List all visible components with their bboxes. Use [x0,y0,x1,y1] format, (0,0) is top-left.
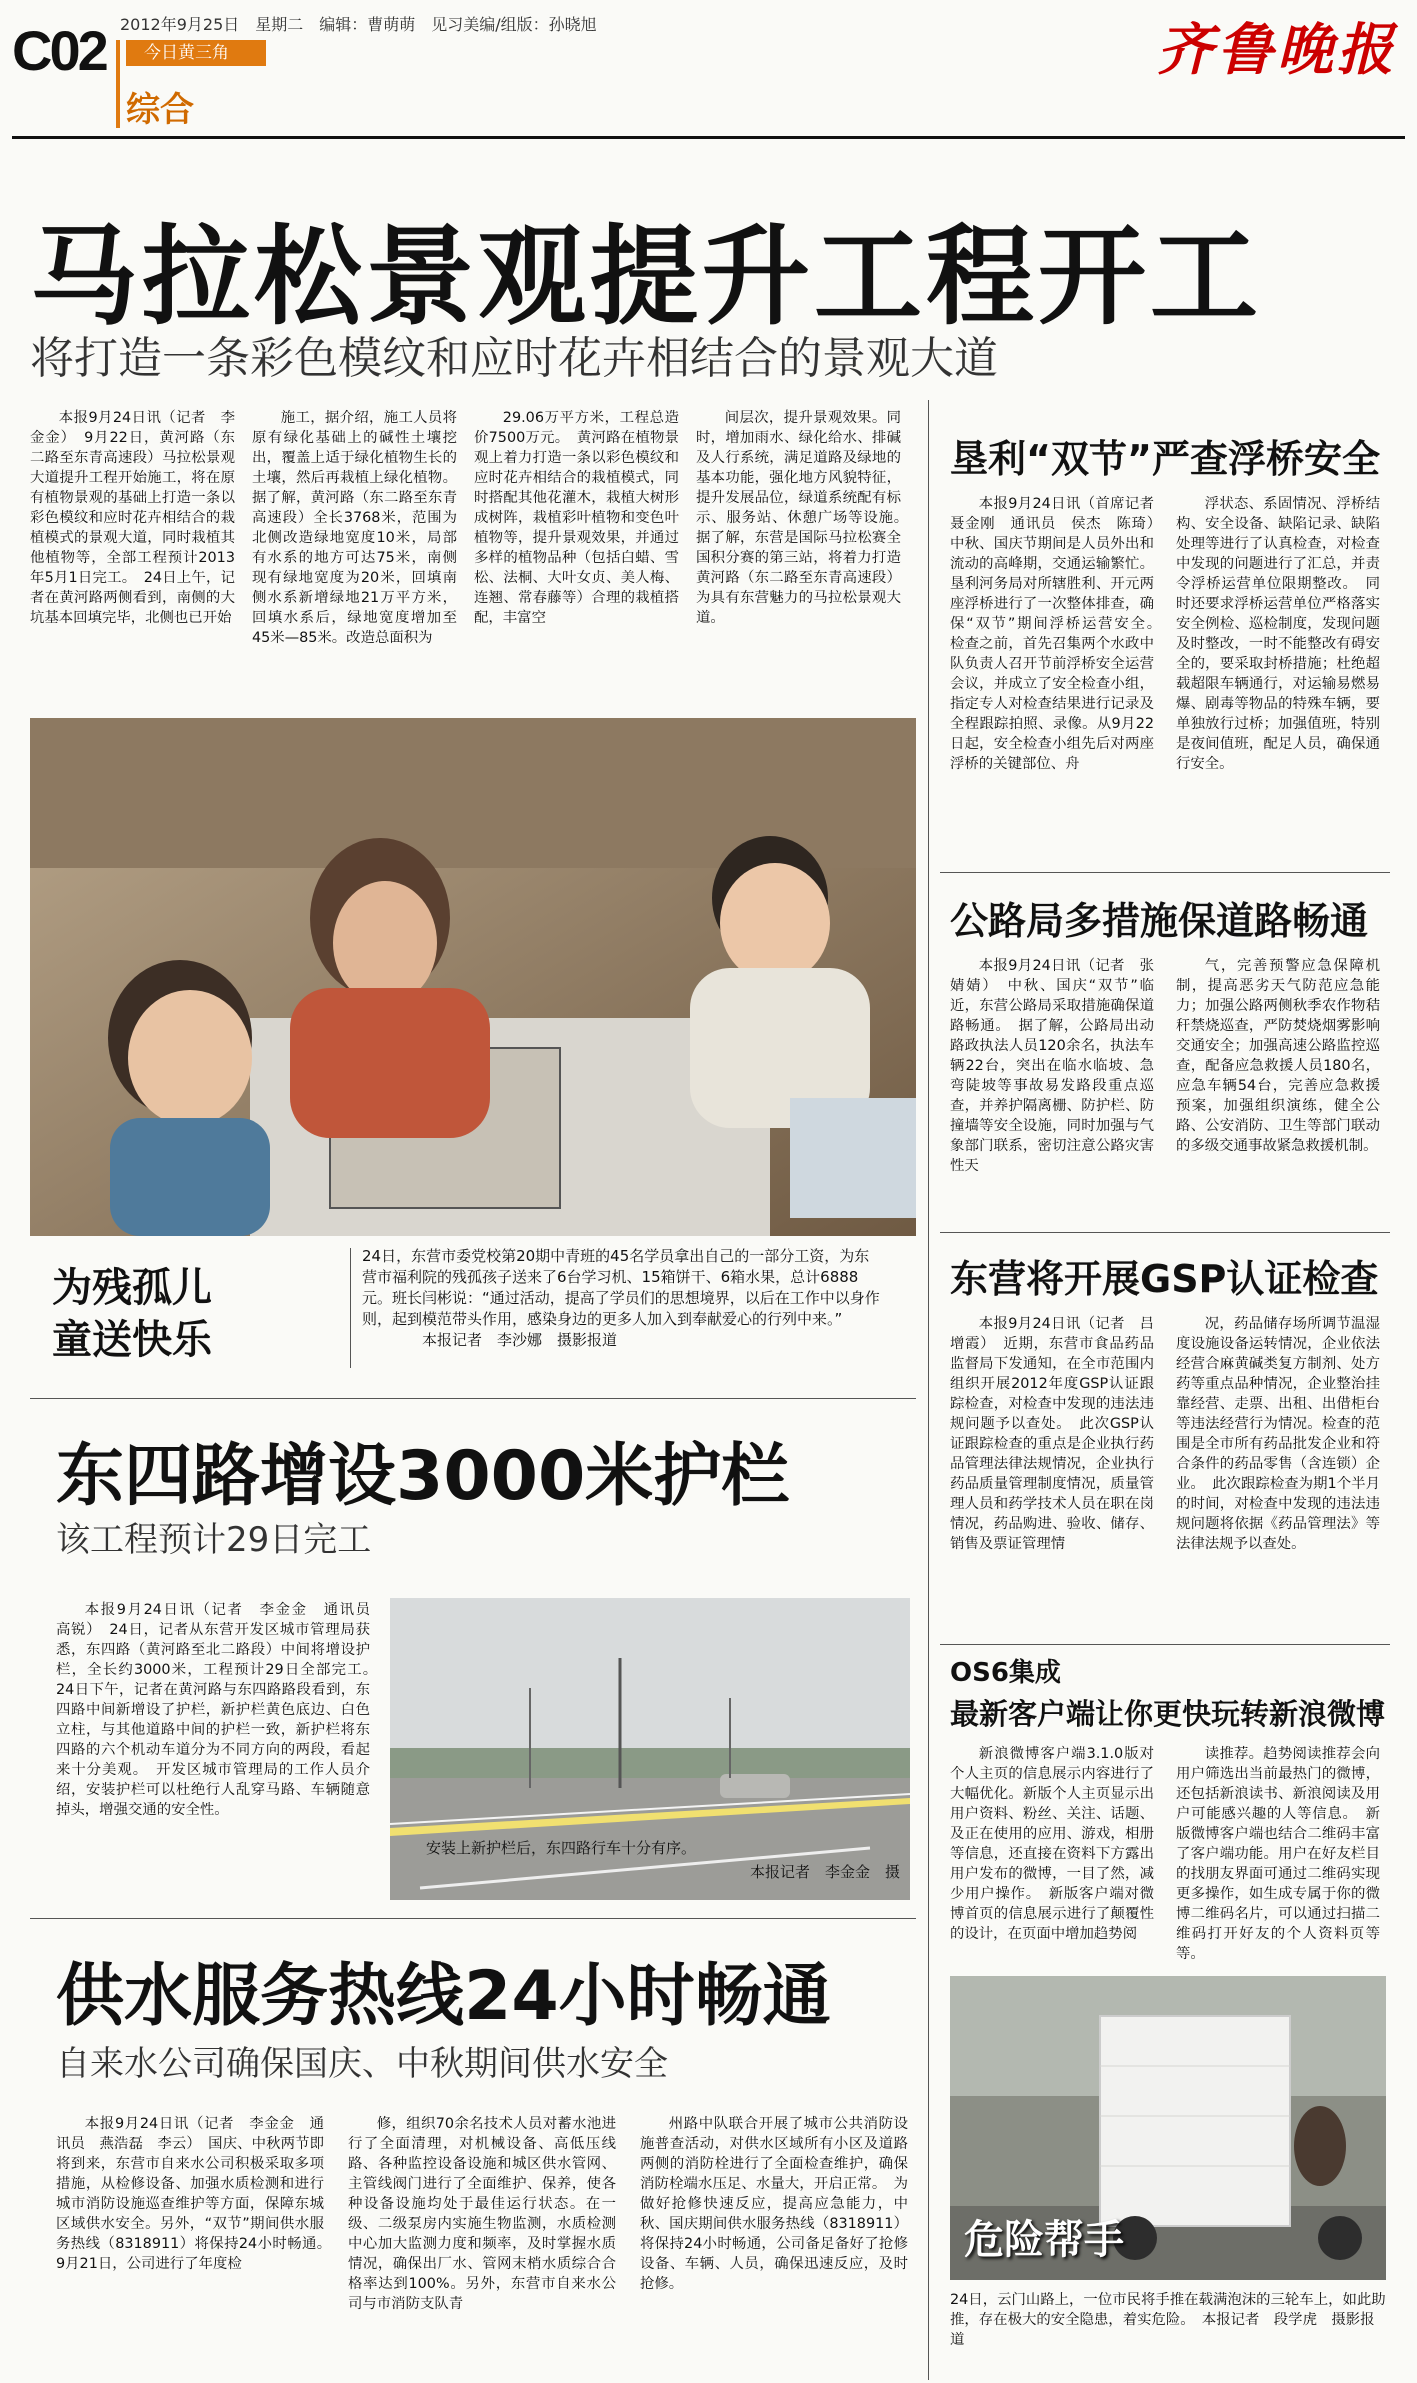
weibo-column-1: 新浪微博客户端3.1.0版对个人主页的信息展示内容进行了大幅优化。新版个人主页显示出用户资料、粉丝、关注、话题、及正在使用的应用、游戏，相册等信息，还直接在资料下方露出用户发布的微博，一目了然，减少用户操作。 新版客户端对微博首页的信息展示进行了颠覆性的设计，在页面中增加趋势阅 [950,1746,1154,1942]
children-photo-title: 为残孤儿童送快乐 [52,1265,212,1363]
weibo-column-2: 读推荐。趋势阅读推荐会向用户筛选出当前最热门的微博，还包括新浪读书、新浪阅读及用户可能感兴趣的人等信息。 新版微博客户端也结合二维码丰富了客户端功能。用户在好友栏目的找朋友界面可通过二维码实现更多操作，如生成专属于你的微博二维码名片，可以通过扫描二维码打开好友的个人资料页等等。 [1176,1746,1380,1962]
lead-subhead: 将打造一条彩色模纹和应时花卉相结合的景观大道 [30,333,998,384]
issue-meta: 2012年9月25日 星期二 编辑：曹萌萌 见习美编/组版：孙晓旭 [120,15,597,34]
section-tag: 今日黄三角 [126,40,266,66]
danger-photo [950,1976,1386,2280]
guardrail-subhead: 该工程预计29日完工 [56,1520,372,1560]
page-number: C02 [12,19,106,82]
weibo-kicker: OS6集成 [950,1658,1061,1688]
highway-headline: 公路局多措施保道路畅通 [950,899,1369,943]
section-divider [940,1232,1390,1233]
guardrail-photo [390,1598,910,1900]
section-divider [940,1644,1390,1645]
danger-photo-caption: 24日，云门山路上，一位市民将手推在载满泡沫的三轮车上，如此助推，存在极大的安全隐患，着实危险。 本报记者 段学虎 摄影报道 [950,2292,1386,2348]
children-photo-caption: 24日，东营市委党校第20期中青班的45名学员拿出自己的一部分工资，为东营市福利院的残孤孩子送来了6台学习机、15箱饼干、6箱水果，总计6888元。班长闫彬说：“通过活动，提高了学员们的思想境界，以后在工作中以身作则，起到模范带头作用，感染身边的更多人加入到奉献爱心的行列中来。” 本报记者 李沙娜 摄影报道 [362,1246,882,1351]
section-bar [116,40,120,128]
bridge-column-1: 本报9月24日讯（首席记者 聂金刚 通讯员 侯杰 陈琦） 中秋、国庆节期间是人员外出和流动的高峰期，交通运输繁忙。垦利河务局对所辖胜利、开元两座浮桥进行了一次整体排查，确保“双节”期间浮桥运营安全。 检查之前，首先召集两个水政中队负责人召开节前浮桥安全运营会议，并成立了安全检查小组，指定专人对检查结果进行记录及全程跟踪拍照、录像。从9月22日起，安全检查小组先后对两座浮桥的关键部位、舟 [950,496,1169,772]
column-divider [928,400,929,2380]
children-photo [30,718,916,1236]
section-divider [30,1398,916,1399]
water-subhead: 自来水公司确保国庆、中秋期间供水安全 [56,2044,668,2084]
gsp-column-2: 况，药品储存场所调节温湿度设施设备运转情况，企业依法经营合麻黄碱类复方制剂、处方药等重点品种情况，企业整治挂靠经营、走票、出租、出借柜台等违法经营行为情况。检查的范围是全市所有药品批发企业和符合条件的药品零售（含连锁）企业。 此次跟踪检查为期1个半月的时间，对检查中发现的违法违规问题将依据《药品管理法》等法律法规予以查处。 [1176,1316,1380,1552]
highway-column-2: 气，完善预警应急保障机制，提高恶劣天气防范应急能力；加强公路两侧秋季农作物秸秆禁烧巡查，严防焚烧烟雾影响交通安全；加强高速公路监控巡查，配备应急救援人员180名，应急车辆54台，完善应急救援预案，加强组织演练，健全公路、公安消防、卫生等部门联动的多级交通事故紧急救援机制。 [1176,958,1380,1154]
section-divider [940,872,1390,873]
water-headline: 供水服务热线24小时畅通 [56,1957,831,2036]
highway-column-1: 本报9月24日讯（记者 张婧婧） 中秋、国庆“双节”临近，东营公路局采取措施确保道路畅通。 据了解，公路局出动路政执法人员120余名，执法车辆22台，突出在临水临坡、急弯陡坡等事故易发路段重点巡查，并养护隔离栅、防护栏、防撞墙等安全设施，同时加强与气象部门联系，密切注意公路灾害性天 [950,958,1154,1174]
lead-column-1: 本报9月24日讯（记者 李金金） 9月22日，黄河路（东二路至东青高速段）马拉松景观大道提升工程开始施工，将在原有植物景观的基础上打造一条以彩色模纹和应时花卉相结合的栽植模式的景观大道，同时栽植其他植物等，全部工程预计2013年5月1日完工。 24日上午，记者在黄河路两侧看到，南侧的大坑基本回填完毕，北侧也已开始 [30,410,235,626]
gsp-column-1: 本报9月24日讯（记者 吕增霞） 近期，东营市食品药品监督局下发通知，在全市范围内组织开展2012年度GSP认证跟踪检查，对检查中发现的违法违规问题予以查处。 此次GSP认证跟踪检查的重点是企业执行药品管理法律法规情况，企业执行药品质量管理制度情况，质量管理人员和药学技术人员在职在岗情况，药品购进、验收、储存、销售及票证管理情 [950,1316,1154,1552]
bridge-headline: 垦利“双节”严查浮桥安全 [950,437,1380,481]
guardrail-photo-caption: 安装上新护栏后，东四路行车十分有序。 [426,1839,697,1857]
section-name: 综合 [126,90,194,130]
newspaper-masthead: 齐鲁晚报 [1157,17,1397,83]
lead-column-4: 间层次，提升景观效果。同时，增加雨水、绿化给水、排碱及人行系统，满足道路及绿地的基本功能，强化地方风貌特征，提升发展品位，绿道系统配有标示、服务站、休憩广场等设施。 据了解，东营是国际马拉松赛全国积分赛的第三站，将着力打造黄河路（东二路至东青高速段）为具有东营魅力的马拉松景观大道。 [696,410,916,626]
section-divider [30,1918,916,1919]
danger-photo-label: 危险帮手 [964,2217,1124,2263]
children-photo-credit: 本报记者 李沙娜 摄影报道 [422,1331,618,1349]
bridge-column-2: 浮状态、系固情况、浮桥结构、安全设备、缺陷记录、缺陷处理等进行了认真检查，对检查中发现的问题进行了汇总，并责令浮桥运营单位限期整改。 同时还要求浮桥运营单位严格落实安全例检、巡检制度，发现问题及时整改，一时不能整改有碍安全的，要采取封桥措施；杜绝超载超限车辆通行，对运输易燃易爆、剧毒等物品的特殊车辆，要单独放行过桥；加强值班，特别是夜间值班，配足人员，确保通行安全。 [1176,496,1380,772]
guardrail-headline: 东四路增设3000米护栏 [56,1437,790,1516]
gsp-headline: 东营将开展GSP认证检查 [950,1257,1379,1301]
weibo-headline: 最新客户端让你更快玩转新浪微博 [950,1697,1386,1731]
header-rule [12,136,1405,139]
lead-column-2: 施工，据介绍，施工人员将原有绿化基础上的碱性土壤挖出，覆盖上适于绿化植物生长的土壤，然后再栽植上绿化植物。据了解，黄河路（东二路至东青高速段）全长3768米，范围为北侧改造绿地宽度10米，局部有水系的地方可达75米，南侧现有绿地宽度为20米，回填南侧水系新增绿地21万平方米，回填水系后，绿地宽度增加至45米—85米。改造总面积为 [252,410,457,646]
lead-column-3: 29.06万平方米，工程总造价7500万元。 黄河路在植物景观上着力打造一条以彩色模纹和应时花卉相结合的栽植模式，同时搭配其他花灌木，栽植大树形成树阵，栽植彩叶植物和变色叶植物等，提升景观效果，并通过多样的植物品种（包括白蜡、雪松、法桐、大叶女贞、美人梅、连翘、常春藤等）合理的栽植搭配，丰富空 [474,410,679,626]
lead-headline: 马拉松景观提升工程开工 [30,215,1263,340]
guardrail-photo-credit: 本报记者 李金金 摄 [749,1863,900,1881]
water-column-1: 本报9月24日讯（记者 李金金 通讯员 燕浩磊 李云） 国庆、中秋两节即将到来，东营市自来水公司积极采取多项措施，从检修设备、加强水质检测和进行城市消防设施巡查维护等方面，保障东城区域供水安全。另外，“双节”期间供水服务热线（8318911）将保持24小时畅通。 9月21日，公司进行了年度检 [56,2116,339,2272]
water-column-3: 州路中队联合开展了城市公共消防设施普查活动，对供水区域所有小区及道路两侧的消防栓进行了全面检查维护，确保消防栓端水压足、水量大，开启正常。 为做好抢修快速反应，提高应急能力，中秋、国庆期间供水服务热线（8318911）将保持24小时畅通，公司备足备好了抢修设备、车辆、人员，确保迅速反应，及时抢修。 [640,2116,908,2292]
water-column-2: 修，组织70余名技术人员对蓄水池进行了全面清理，对机械设备、高低压线路、各种监控设备设施和城区供水管网、主管线阀门进行了全面维护、保养，使各种设备设施均处于最佳运行状态。在一级、二级泵房内实施生物监测，水质检测中心加大监测力度和频率，及时掌握水质情况，确保出厂水、管网末梢水质综合合格率达到100%。另外，东营市自来水公司与市消防支队青 [348,2116,616,2312]
guardrail-body: 本报9月24日讯（记者 李金金 通讯员 高锐） 24日，记者从东营开发区城市管理局获悉，东四路（黄河路至北二路段）中间将增设护栏，全长约3000米，工程预计29日全部完工。 24日下午，记者在黄河路与东四路路段看到，东四路中间新增设了护栏，新护栏黄色底边、白色立柱，与其他道路中间的护栏一致，新护栏将东四路的六个机动车道分为不同方向的两段，看起来十分美观。 开发区城市管理局的工作人员介绍，安装护栏可以杜绝行人乱穿马路、车辆随意掉头，增强交通的安全性。 [56,1602,385,1818]
caption-divider [350,1248,351,1368]
